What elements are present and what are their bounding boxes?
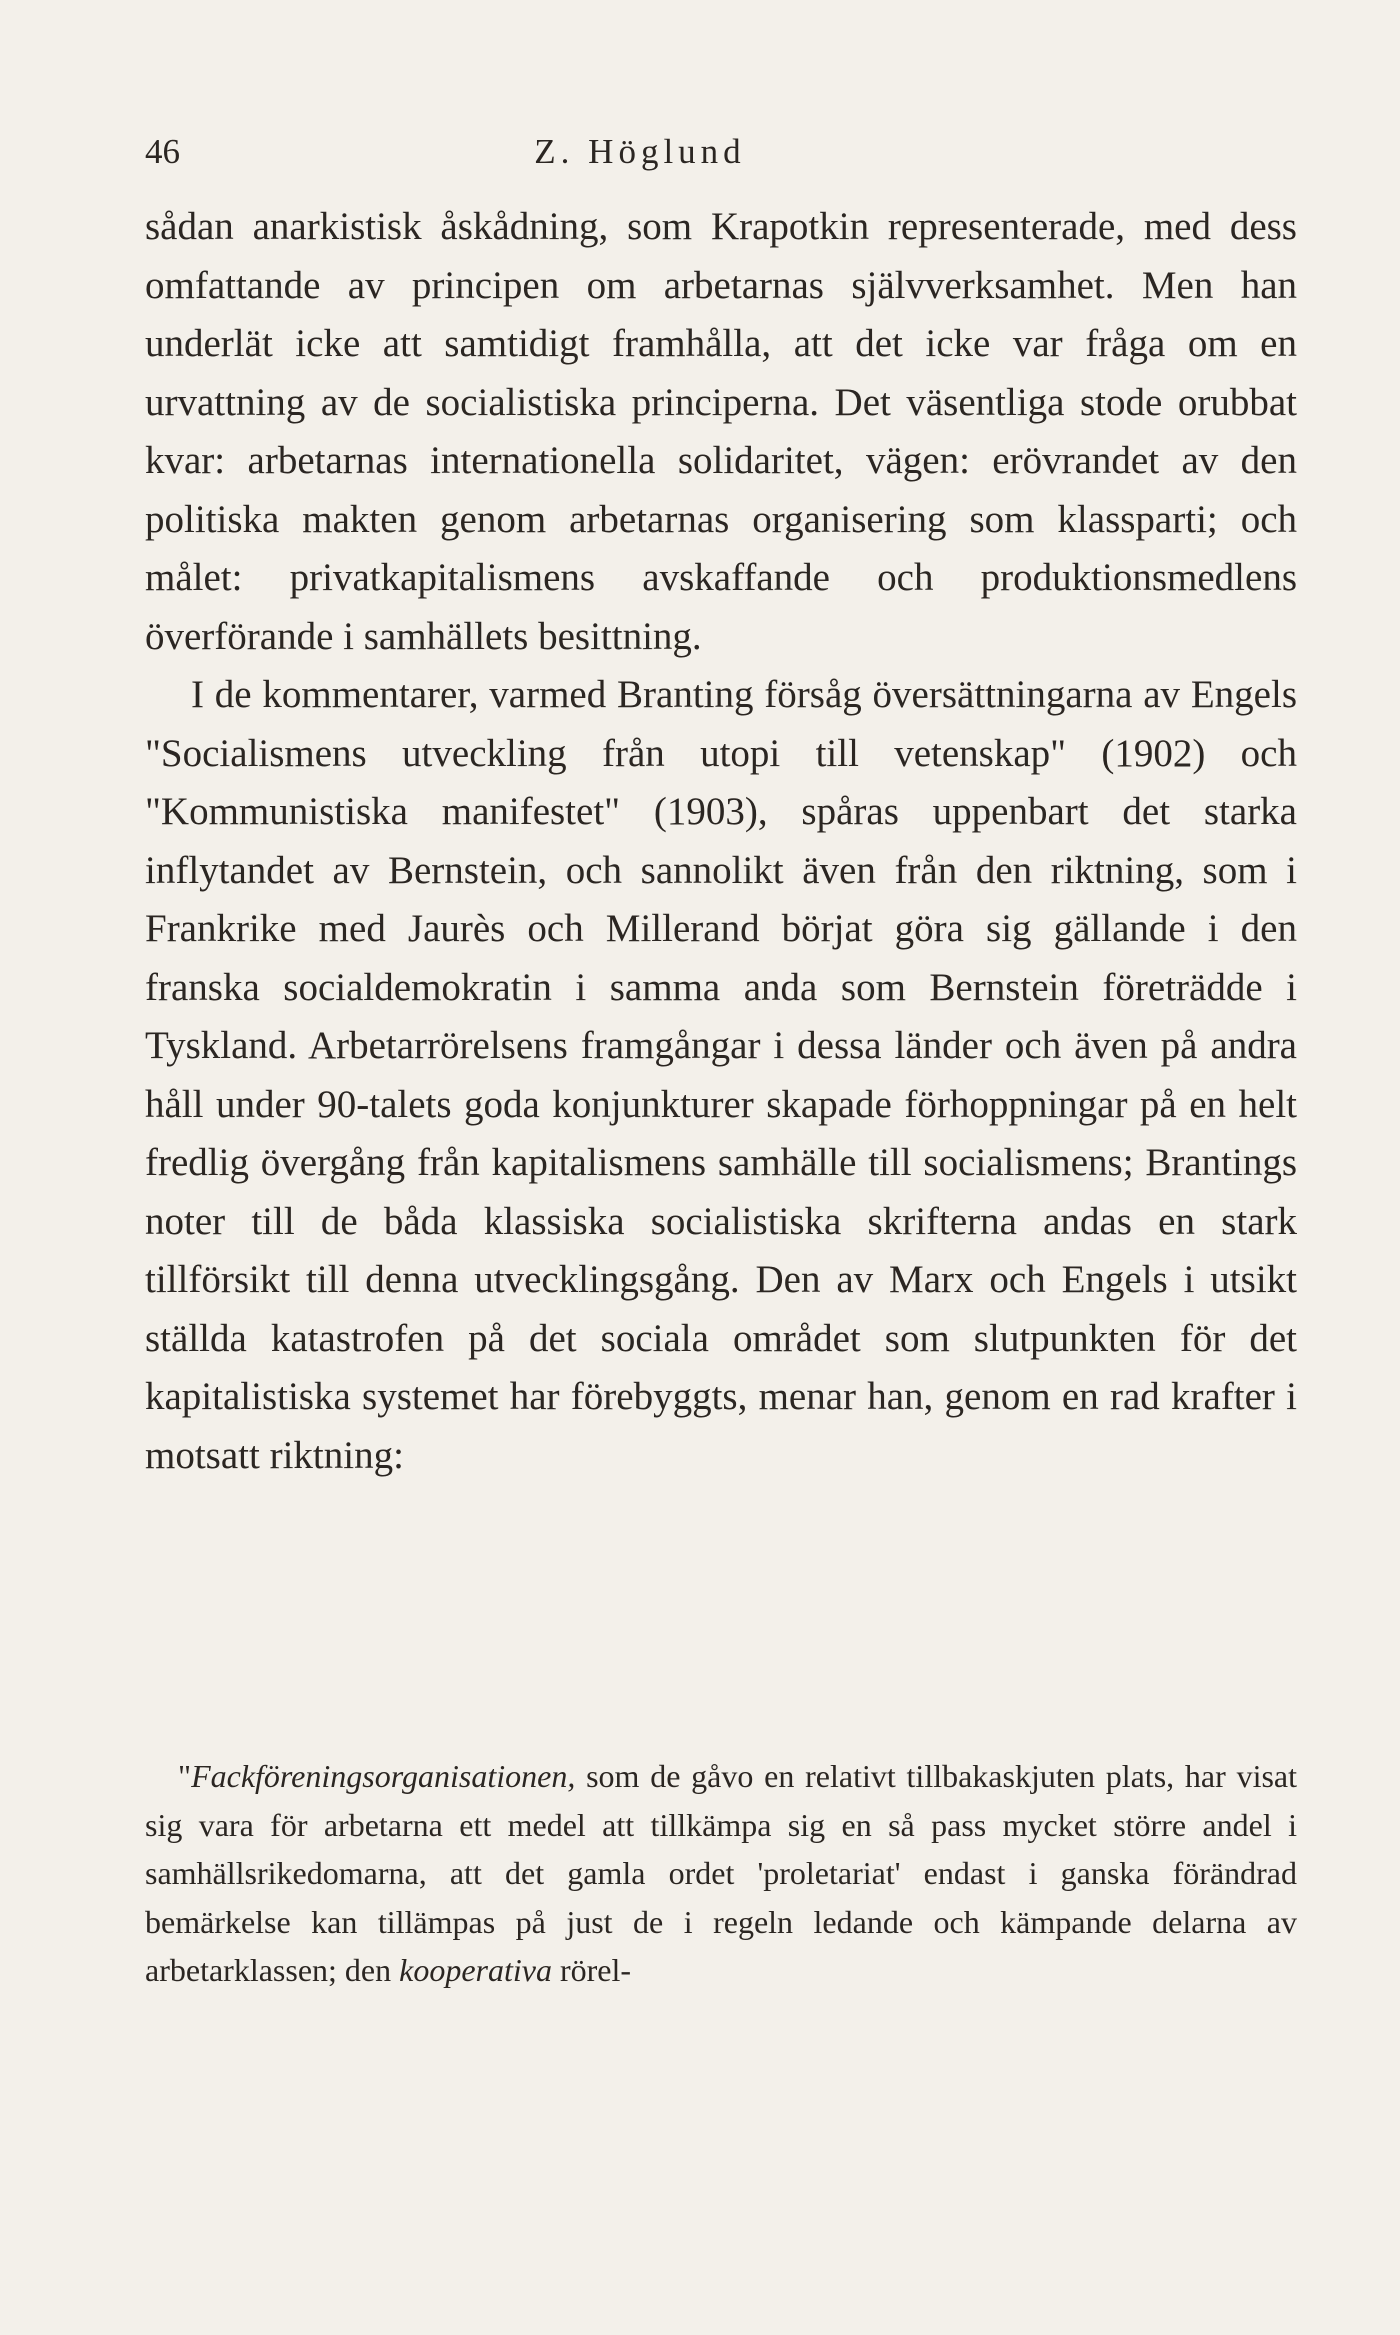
- quote-text-2: rörel-: [551, 1952, 632, 1988]
- body-text: [145, 198, 1297, 1485]
- quote-paragraph: [145, 1752, 1297, 1995]
- paragraph-1: sådan anarkistisk åskådning, som Krapotkin representerade, med dess omfattande av principen om arbetarnas självverksamhet. Men han underlät icke att samtidigt framhålla, att det icke var fråga om en urvattning av de socialistiska principerna. Det väsentliga stode orubbat kvar: arbetarnas internationella solidaritet, vägen: erövrandet av den politiska makten genom arbetarnas organisering som klassparti; och målet: privatkapitalismens avskaffande och produktionsmedlens överförande i samhällets besittning.: [145, 205, 1297, 658]
- paragraph-2: I de kommentarer, varmed Branting försåg översättningarna av Engels "Socialismens utveckling från utopi till vetenskap" (1902) och "Kommunistiska manifestet" (1903), spåras uppenbart det starka inflytandet av Bernstein, och sannolikt även från den riktning, som i Frankrike med Jaurès och Millerand börjat göra sig gällande i den franska socialdemokratin i samma anda som Bernstein företrädde i Tyskland. Arbetarrörelsens framgångar i dessa länder och även på andra håll under 90-talets goda konjunkturer skapade förhoppningar på en helt fredlig övergång från kapitalismens samhälle till socialismens; Brantings noter till de båda klassiska socialistiska skrifterna andas en stark tillförsikt till denna utvecklingsgång. Den av Marx och Engels i utsikt ställda katastrofen på det sociala området som slutpunkten för det kapitalistiska systemet har förebyggts, menar han, genom en rad krafter i motsatt riktning:: [145, 673, 1297, 1477]
- quote-text-1: som de gåvo en relativt tillbakaskjuten plats, har visat sig vara för arbetarna ett medel att tillkämpa sig en så pass mycket större andel i samhällsrikedomarna, att det gamla ordet 'proletariat' endast i ganska förändrad bemärkelse kan tillämpas på just de i regeln ledande och kämpande delarna av arbetarklassen; den: [145, 1758, 1297, 1988]
- quote-open-mark: ": [178, 1758, 192, 1794]
- quote-italic-term-1: Fackföreningsorganisationen,: [191, 1758, 576, 1794]
- page-number: 46: [145, 132, 180, 171]
- quote-italic-term-2: kooperativa: [399, 1952, 552, 1988]
- running-title: Z. Höglund: [534, 132, 746, 171]
- running-head: [145, 127, 1295, 177]
- block-quote: [145, 1752, 1297, 1995]
